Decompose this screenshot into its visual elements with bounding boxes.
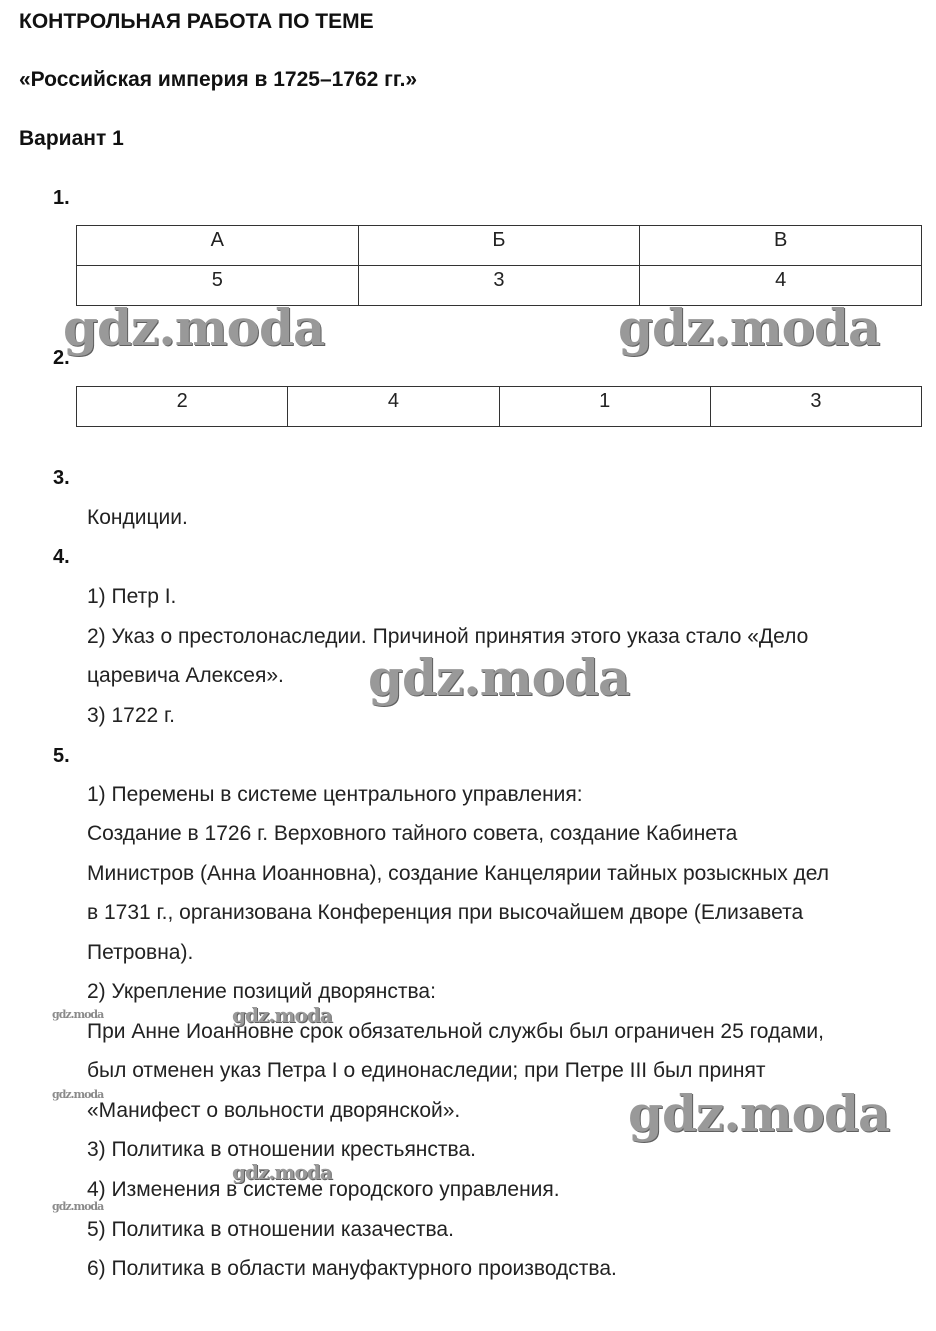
table-cell: 4 — [288, 387, 499, 427]
table-cell: 1 — [499, 387, 710, 427]
page-title: КОНТРОЛЬНАЯ РАБОТА ПО ТЕМЕ — [19, 10, 374, 33]
answer-line: Петровна). — [87, 941, 194, 964]
watermark: gdz.moda — [618, 298, 880, 357]
watermark: gdz.moda — [368, 648, 630, 707]
table-cell: 5 — [77, 266, 359, 306]
question-number: 5. — [53, 745, 70, 767]
answer-line: царевича Алексея». — [87, 664, 284, 687]
answer-line: 3) Политика в отношении крестьянства. — [87, 1138, 476, 1161]
answer-line: 4) Изменения в системе городского управления. — [87, 1178, 560, 1201]
answer-table-2 — [76, 386, 922, 427]
answer-table-1 — [76, 225, 922, 306]
answer-line: Кондиции. — [87, 506, 188, 529]
table-cell: 2 — [77, 387, 288, 427]
table-header: Б — [358, 226, 640, 266]
watermark: gdz.moda — [52, 1088, 104, 1101]
answer-line: 2) Указ о престолонаследии. Причиной принятия этого указа стало «Дело — [87, 625, 809, 648]
watermark: gdz.moda — [63, 298, 325, 357]
question-number: 3. — [53, 467, 70, 489]
answer-line: 2) Укрепление позиций дворянства: — [87, 980, 436, 1003]
table-cell: 3 — [710, 387, 921, 427]
watermark: gdz.moda — [52, 1200, 104, 1213]
table-cell: 3 — [358, 266, 640, 306]
topic-title: «Российская империя в 1725–1762 гг.» — [19, 68, 418, 91]
question-number: 4. — [53, 546, 70, 568]
answer-line: был отменен указ Петра I о единонаследии; при Петре III был принят — [87, 1059, 766, 1082]
table-cell: 4 — [640, 266, 922, 306]
answer-line: 5) Политика в отношении казачества. — [87, 1218, 454, 1241]
watermark: gdz.moda — [232, 1160, 332, 1184]
question-number: 1. — [53, 187, 70, 209]
answer-line: При Анне Иоанновне срок обязательной службы был ограничен 25 годами, — [87, 1020, 824, 1043]
table-header: А — [77, 226, 359, 266]
answer-line: 6) Политика в области мануфактурного производства. — [87, 1257, 617, 1280]
answer-line: 1) Петр I. — [87, 585, 177, 608]
table-header: В — [640, 226, 922, 266]
answer-line: Министров (Анна Иоанновна), создание Канцелярии тайных розыскных дел — [87, 862, 830, 885]
answer-line: в 1731 г., организована Конференция при высочайшем дворе (Елизавета — [87, 901, 804, 924]
question-number: 2. — [53, 347, 70, 369]
answer-line: «Манифест о вольности дворянской». — [87, 1099, 461, 1122]
watermark: gdz.moda — [628, 1084, 890, 1143]
answer-line: 1) Перемены в системе центрального управления: — [87, 783, 583, 806]
answer-line: 3) 1722 г. — [87, 704, 175, 727]
watermark: gdz.moda — [52, 1008, 104, 1021]
answer-line: Создание в 1726 г. Верховного тайного совета, создание Кабинета — [87, 822, 738, 845]
watermark: gdz.moda — [232, 1003, 332, 1027]
variant-label: Вариант 1 — [19, 127, 124, 150]
